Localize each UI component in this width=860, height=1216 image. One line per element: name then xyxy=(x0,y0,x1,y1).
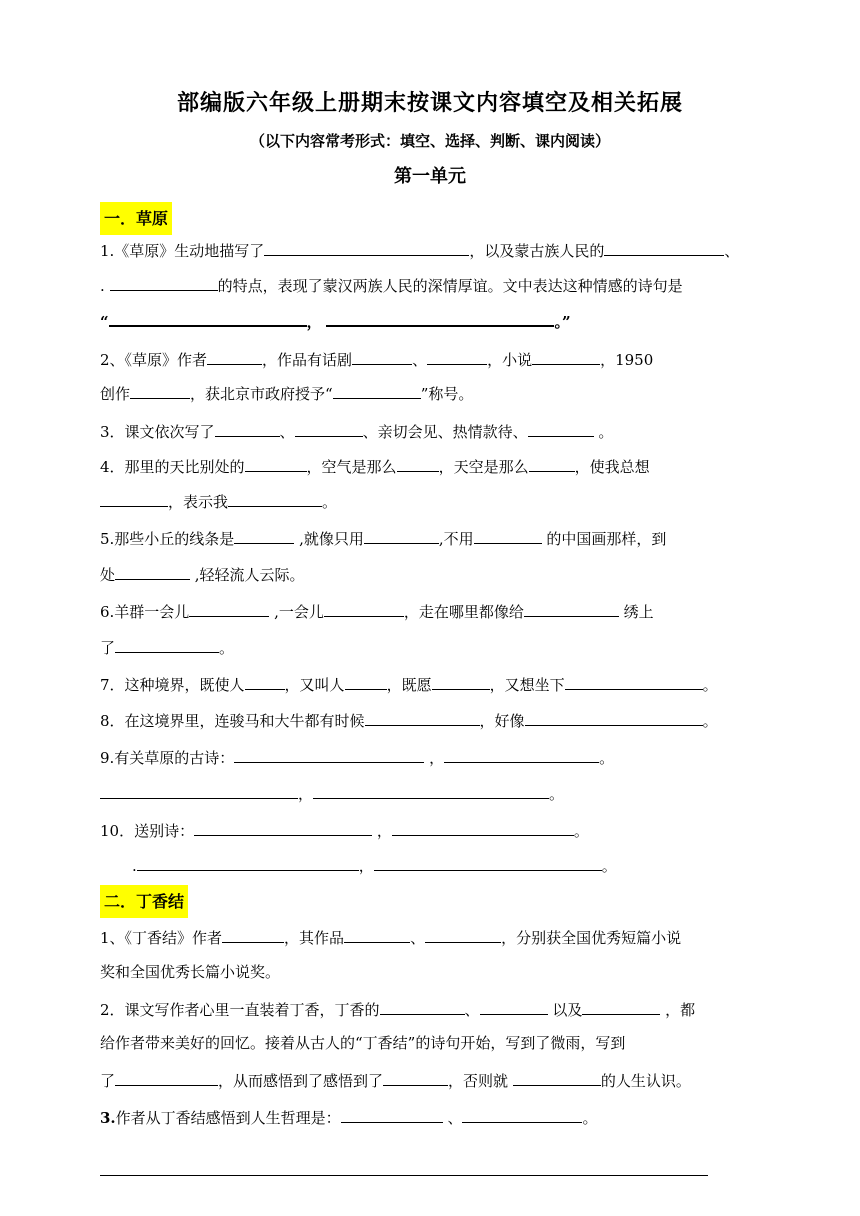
question-line: ， 。 xyxy=(100,781,765,805)
answer-blank[interactable] xyxy=(341,1105,443,1123)
answer-blank[interactable] xyxy=(444,745,599,763)
answer-blank[interactable] xyxy=(604,238,724,256)
question-line: “ ， 。” xyxy=(100,308,765,333)
question-line: 3．课文依次写了 、 、亲切会见、热情款待、 。 xyxy=(100,419,765,443)
question-line: 2、《草原》作者 ，作品有话剧 、 ，小说 ，1950 xyxy=(100,347,765,371)
question-line: 4．那里的天比别处的 ，空气是那么 ，天空是那么 ，使我总想 xyxy=(100,454,765,478)
section-heading-clove-knot: 二．丁香结 xyxy=(100,885,188,918)
answer-blank[interactable] xyxy=(525,708,703,726)
answer-blank[interactable] xyxy=(582,997,660,1015)
answer-blank[interactable] xyxy=(100,489,168,507)
answer-blank[interactable] xyxy=(528,419,594,437)
answer-blank[interactable] xyxy=(234,745,424,763)
answer-blank[interactable] xyxy=(215,419,280,437)
answer-blank[interactable] xyxy=(427,347,487,365)
question-line: 10．送别诗： ， 。 xyxy=(100,818,765,842)
answer-blank[interactable] xyxy=(324,599,404,617)
answer-blank[interactable] xyxy=(345,672,387,690)
section-heading-grassland: 一．草原 xyxy=(100,202,172,235)
question-line: 1.《草原》生动地描写了 ，以及蒙古族人民的 、 xyxy=(100,238,765,262)
answer-blank[interactable] xyxy=(352,347,412,365)
answer-blank[interactable] xyxy=(513,1068,601,1086)
question-line: ，表示我 。 xyxy=(100,489,765,513)
answer-blank[interactable] xyxy=(234,526,294,544)
answer-blank[interactable] xyxy=(380,997,465,1015)
answer-blank[interactable] xyxy=(383,1068,448,1086)
answer-blank[interactable] xyxy=(524,599,619,617)
answer-blank[interactable] xyxy=(137,853,359,871)
document-title: 部编版六年级上册期末按课文内容填空及相关拓展 xyxy=(176,91,683,116)
answer-blank[interactable] xyxy=(333,381,421,399)
answer-blank[interactable] xyxy=(462,1105,582,1123)
question-line: 了 ，从而感悟到了感悟到了 ，否则就 的人生认识。 xyxy=(100,1068,765,1092)
answer-blank[interactable] xyxy=(313,781,549,799)
answer-blank[interactable] xyxy=(130,381,190,399)
answer-blank[interactable] xyxy=(109,308,307,327)
question-line: 5.那些小丘的线条是 ,就像只用 ,不用 的中国画那样，到 xyxy=(100,526,765,550)
question-line: 7．这种境界，既使人 ，又叫人 ，既愿 ，又想坐下 。 xyxy=(100,672,765,696)
question-line: . ， 。 xyxy=(132,853,797,877)
question-line: 处 ,轻轻流人云际。 xyxy=(100,562,765,586)
answer-blank[interactable] xyxy=(207,347,262,365)
answer-blank[interactable] xyxy=(115,635,219,653)
answer-blank[interactable] xyxy=(474,526,542,544)
answer-blank[interactable] xyxy=(264,238,469,256)
footer-divider xyxy=(100,1175,708,1176)
question-line: 8．在这境界里，连骏马和大牛都有时候 ，好像 。 xyxy=(100,708,765,732)
question-line: 2．课文写作者心里一直装着丁香，丁香的 、 以及 ，都 xyxy=(100,997,765,1021)
question-line: 创作 ，获北京市政府授予“ ”称号。 xyxy=(100,381,765,405)
document-subtitle: （以下内容常考形式：填空、选择、判断、课内阅读） xyxy=(249,132,610,150)
answer-blank[interactable] xyxy=(364,526,439,544)
unit-heading: 第一单元 xyxy=(394,166,466,187)
question-line: 6.羊群一会儿 ,一会儿 ，走在哪里都像给 绣上 xyxy=(100,599,765,623)
question-line: . 的特点，表现了蒙汉两族人民的深情厚谊。文中表达这种情感的诗句是 xyxy=(100,273,765,297)
question-line: 3.作者从丁香结感悟到人生哲理是： 、 。 xyxy=(100,1105,765,1129)
answer-blank[interactable] xyxy=(115,1068,218,1086)
question-line: 奖和全国优秀长篇小说奖。 xyxy=(100,963,281,981)
answer-blank[interactable] xyxy=(480,997,548,1015)
answer-blank[interactable] xyxy=(529,454,575,472)
answer-blank[interactable] xyxy=(432,672,490,690)
question-line: 9.有关草原的古诗： ， 。 xyxy=(100,745,765,769)
answer-blank[interactable] xyxy=(245,454,307,472)
answer-blank[interactable] xyxy=(222,925,284,943)
answer-blank[interactable] xyxy=(194,818,372,836)
answer-blank[interactable] xyxy=(100,781,298,799)
answer-blank[interactable] xyxy=(374,853,602,871)
question-line: 1、《丁香结》作者 ，其作品 、 ，分别获全国优秀短篇小说 xyxy=(100,925,765,949)
answer-blank[interactable] xyxy=(532,347,600,365)
answer-blank[interactable] xyxy=(228,489,322,507)
answer-blank[interactable] xyxy=(565,672,703,690)
answer-blank[interactable] xyxy=(115,562,190,580)
answer-blank[interactable] xyxy=(245,672,285,690)
answer-blank[interactable] xyxy=(295,419,363,437)
answer-blank[interactable] xyxy=(110,273,218,291)
answer-blank[interactable] xyxy=(392,818,574,836)
answer-blank[interactable] xyxy=(397,454,439,472)
answer-blank[interactable] xyxy=(189,599,269,617)
question-line: 给作者带来美好的回忆。接着从古人的“丁香结”的诗句开始，写到了微雨，写到 xyxy=(100,1034,626,1052)
answer-blank[interactable] xyxy=(344,925,410,943)
question-line: 了 。 xyxy=(100,635,765,659)
answer-blank[interactable] xyxy=(425,925,501,943)
answer-blank[interactable] xyxy=(326,308,554,327)
answer-blank[interactable] xyxy=(365,708,480,726)
